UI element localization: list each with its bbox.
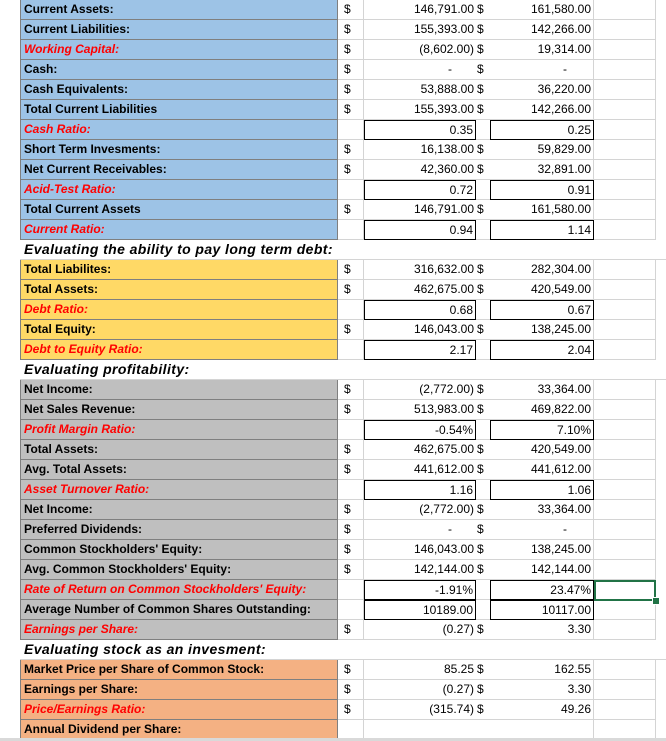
empty-cell[interactable] <box>594 180 656 200</box>
spreadsheet-row <box>0 620 666 640</box>
currency-cell[interactable]: $ <box>338 440 364 460</box>
year1-value-cell[interactable]: 0.35 <box>364 120 476 140</box>
currency-cell[interactable]: $ <box>476 40 490 60</box>
year2-value-cell[interactable]: 142,266.00 <box>490 20 594 40</box>
empty-cell[interactable] <box>594 680 656 700</box>
currency-cell[interactable]: $ <box>338 20 364 40</box>
label-cell[interactable]: Current Liabilities: <box>20 20 338 40</box>
year1-value-cell[interactable]: 513,983.00 <box>364 400 476 420</box>
year2-value-cell[interactable]: 3.30 <box>490 680 594 700</box>
currency-cell[interactable]: $ <box>476 160 490 180</box>
empty-cell[interactable] <box>594 540 656 560</box>
spreadsheet-row <box>0 120 666 140</box>
year1-value-cell[interactable]: 155,393.00 <box>364 20 476 40</box>
currency-cell[interactable] <box>338 300 364 320</box>
currency-cell[interactable] <box>338 720 364 740</box>
year2-value-cell[interactable]: 32,891.00 <box>490 160 594 180</box>
empty-cell[interactable] <box>594 160 656 180</box>
year1-value-cell[interactable]: -1.91% <box>364 580 476 600</box>
year2-value-cell[interactable]: 142,266.00 <box>490 100 594 120</box>
year1-value-cell[interactable]: -0.54% <box>364 420 476 440</box>
empty-cell[interactable] <box>594 720 656 740</box>
empty-cell[interactable] <box>594 260 656 280</box>
currency-cell[interactable]: $ <box>476 20 490 40</box>
label-cell[interactable]: Avg. Common Stockholders' Equity: <box>20 560 338 580</box>
currency-cell[interactable]: $ <box>338 60 364 80</box>
currency-cell[interactable]: $ <box>476 80 490 100</box>
year1-value-cell[interactable] <box>364 720 476 740</box>
empty-cell[interactable] <box>594 300 656 320</box>
empty-cell[interactable] <box>594 60 656 80</box>
year2-value-cell[interactable]: - <box>490 60 594 80</box>
label-cell[interactable]: Total Liabilites: <box>20 260 338 280</box>
year2-value-cell[interactable]: 3.30 <box>490 620 594 640</box>
currency-cell[interactable]: $ <box>338 540 364 560</box>
label-cell[interactable]: Short Term Invesments: <box>20 140 338 160</box>
empty-cell[interactable] <box>594 80 656 100</box>
currency-cell[interactable]: $ <box>476 260 490 280</box>
currency-cell[interactable] <box>338 580 364 600</box>
year1-value-cell[interactable]: 155,393.00 <box>364 100 476 120</box>
year1-value-cell[interactable]: (2,772.00) <box>364 500 476 520</box>
spreadsheet-row <box>0 380 666 400</box>
currency-cell[interactable]: $ <box>338 280 364 300</box>
year2-value-cell[interactable]: 0.25 <box>490 120 594 140</box>
spreadsheet-row <box>0 260 666 280</box>
spreadsheet-row <box>0 500 666 520</box>
currency-cell[interactable]: $ <box>476 100 490 120</box>
spreadsheet-row <box>0 80 666 100</box>
label-cell[interactable]: Total Current Liabilities <box>20 100 338 120</box>
label-cell[interactable]: Common Stockholders' Equity: <box>20 540 338 560</box>
currency-cell[interactable]: $ <box>338 680 364 700</box>
year1-value-cell[interactable]: 0.72 <box>364 180 476 200</box>
label-cell[interactable]: Preferred Dividends: <box>20 520 338 540</box>
spreadsheet-row <box>0 400 666 420</box>
label-cell[interactable]: Current Assets: <box>20 0 338 20</box>
year2-value-cell[interactable]: 161,580.00 <box>490 0 594 20</box>
year1-value-cell[interactable]: (0.27) <box>364 680 476 700</box>
currency-cell[interactable]: $ <box>476 400 490 420</box>
currency-cell[interactable] <box>338 120 364 140</box>
currency-cell[interactable] <box>476 420 490 440</box>
empty-cell[interactable] <box>594 120 656 140</box>
year1-value-cell[interactable]: 42,360.00 <box>364 160 476 180</box>
label-cell[interactable]: Net Sales Revenue: <box>20 400 338 420</box>
currency-cell[interactable] <box>476 300 490 320</box>
year2-value-cell[interactable]: 7.10% <box>490 420 594 440</box>
empty-cell[interactable] <box>594 620 656 640</box>
currency-cell[interactable] <box>476 580 490 600</box>
empty-cell[interactable] <box>594 420 656 440</box>
empty-cell[interactable] <box>594 20 656 40</box>
currency-cell[interactable]: $ <box>476 280 490 300</box>
fill-handle[interactable] <box>652 597 660 605</box>
year1-value-cell[interactable]: 316,632.00 <box>364 260 476 280</box>
year1-value-cell[interactable]: 85.25 <box>364 660 476 680</box>
ratio-label-cell[interactable]: Asset Turnover Ratio: <box>20 480 338 500</box>
currency-cell[interactable] <box>338 180 364 200</box>
currency-cell[interactable]: $ <box>338 200 364 220</box>
label-cell[interactable]: Net Income: <box>20 380 338 400</box>
year2-value-cell[interactable]: 2.04 <box>490 340 594 360</box>
currency-cell[interactable]: $ <box>476 200 490 220</box>
spreadsheet-row <box>0 0 666 20</box>
year2-value-cell[interactable]: 161,580.00 <box>490 200 594 220</box>
ratio-label-cell[interactable]: Rate of Return on Common Stockholders' Equity: <box>20 580 338 600</box>
empty-cell[interactable] <box>594 460 656 480</box>
year2-value-cell[interactable]: 33,364.00 <box>490 380 594 400</box>
ratio-label-cell[interactable]: Earnings per Share: <box>20 620 338 640</box>
year1-value-cell[interactable]: (8,602.00) <box>364 40 476 60</box>
spreadsheet-row <box>0 480 666 500</box>
year2-value-cell[interactable]: 1.06 <box>490 480 594 500</box>
spreadsheet-row <box>0 160 666 180</box>
year1-value-cell[interactable]: 0.94 <box>364 220 476 240</box>
currency-cell[interactable]: $ <box>338 320 364 340</box>
currency-cell[interactable] <box>338 600 364 620</box>
spreadsheet-row <box>0 140 666 160</box>
empty-cell[interactable] <box>594 480 656 500</box>
year2-value-cell[interactable]: 138,245.00 <box>490 320 594 340</box>
currency-cell[interactable]: $ <box>338 660 364 680</box>
label-cell[interactable]: Annual Dividend per Share: <box>20 720 338 740</box>
spreadsheet-row <box>0 460 666 480</box>
currency-cell[interactable]: $ <box>338 100 364 120</box>
label-cell[interactable]: Avg. Total Assets: <box>20 460 338 480</box>
currency-cell[interactable]: $ <box>476 140 490 160</box>
ratio-label-cell[interactable]: Cash Ratio: <box>20 120 338 140</box>
year1-value-cell[interactable]: 2.17 <box>364 340 476 360</box>
currency-cell[interactable] <box>338 420 364 440</box>
year1-value-cell[interactable]: 10189.00 <box>364 600 476 620</box>
currency-cell[interactable]: $ <box>338 460 364 480</box>
currency-cell[interactable]: $ <box>476 660 490 680</box>
empty-cell[interactable] <box>594 340 656 360</box>
year2-value-cell[interactable]: 441,612.00 <box>490 460 594 480</box>
year2-value-cell[interactable]: 19,314.00 <box>490 40 594 60</box>
currency-cell[interactable]: $ <box>338 140 364 160</box>
year2-value-cell[interactable]: 420,549.00 <box>490 280 594 300</box>
spreadsheet-row <box>0 280 666 300</box>
spreadsheet-row <box>0 680 666 700</box>
empty-cell[interactable] <box>594 200 656 220</box>
spreadsheet-row <box>0 40 666 60</box>
year1-value-cell[interactable]: (0.27) <box>364 620 476 640</box>
currency-cell[interactable]: $ <box>476 460 490 480</box>
empty-cell[interactable] <box>594 280 656 300</box>
year1-value-cell[interactable]: 146,791.00 <box>364 200 476 220</box>
spreadsheet-row <box>0 180 666 200</box>
section-heading[interactable]: Evaluating stock as an invesment: <box>20 640 666 660</box>
currency-cell[interactable]: $ <box>476 60 490 80</box>
year2-value-cell[interactable]: 33,364.00 <box>490 500 594 520</box>
empty-cell[interactable] <box>594 220 656 240</box>
currency-cell[interactable]: $ <box>476 0 490 20</box>
label-cell[interactable]: Average Number of Common Shares Outstanding: <box>20 600 338 620</box>
empty-cell[interactable] <box>594 600 656 620</box>
empty-cell[interactable] <box>594 660 656 680</box>
section-header-row <box>0 360 666 380</box>
empty-cell[interactable] <box>594 520 656 540</box>
empty-cell[interactable] <box>594 100 656 120</box>
label-cell[interactable]: Net Income: <box>20 500 338 520</box>
spreadsheet-row <box>0 320 666 340</box>
section-header-row <box>0 240 666 260</box>
spreadsheet-row <box>0 720 666 740</box>
label-cell[interactable]: Earnings per Share: <box>20 680 338 700</box>
year2-value-cell[interactable]: 0.67 <box>490 300 594 320</box>
currency-cell[interactable]: $ <box>476 500 490 520</box>
currency-cell[interactable]: $ <box>338 560 364 580</box>
spreadsheet-row <box>0 420 666 440</box>
spreadsheet-row <box>0 440 666 460</box>
label-cell[interactable]: Total Equity: <box>20 320 338 340</box>
selected-cell-outline[interactable] <box>594 580 656 601</box>
year2-value-cell[interactable]: 469,822.00 <box>490 400 594 420</box>
currency-cell[interactable]: $ <box>476 520 490 540</box>
currency-cell[interactable] <box>338 220 364 240</box>
currency-cell[interactable]: $ <box>476 320 490 340</box>
spreadsheet-row <box>0 100 666 120</box>
ratio-label-cell[interactable]: Acid-Test Ratio: <box>20 180 338 200</box>
empty-cell[interactable] <box>594 380 656 400</box>
year2-value-cell[interactable]: 138,245.00 <box>490 540 594 560</box>
spreadsheet-row <box>0 700 666 720</box>
spreadsheet-row <box>0 340 666 360</box>
year1-value-cell[interactable]: 441,612.00 <box>364 460 476 480</box>
ratio-label-cell[interactable]: Price/Earnings Ratio: <box>20 700 338 720</box>
year2-value-cell[interactable]: 0.91 <box>490 180 594 200</box>
currency-cell[interactable]: $ <box>338 620 364 640</box>
currency-cell[interactable]: $ <box>338 380 364 400</box>
empty-cell[interactable] <box>594 140 656 160</box>
empty-cell[interactable] <box>594 320 656 340</box>
year1-value-cell[interactable]: 1.16 <box>364 480 476 500</box>
year2-value-cell[interactable]: 1.14 <box>490 220 594 240</box>
spreadsheet-row <box>0 60 666 80</box>
empty-cell[interactable] <box>594 440 656 460</box>
currency-cell[interactable]: $ <box>476 540 490 560</box>
currency-cell[interactable]: $ <box>476 620 490 640</box>
year2-value-cell[interactable]: 36,220.00 <box>490 80 594 100</box>
currency-cell[interactable] <box>476 480 490 500</box>
empty-cell[interactable] <box>594 0 656 20</box>
currency-cell[interactable]: $ <box>476 380 490 400</box>
currency-cell[interactable] <box>338 340 364 360</box>
currency-cell[interactable] <box>476 600 490 620</box>
ratio-label-cell[interactable]: Working Capital: <box>20 40 338 60</box>
ratio-label-cell[interactable]: Debt Ratio: <box>20 300 338 320</box>
currency-cell[interactable]: $ <box>338 400 364 420</box>
currency-cell[interactable] <box>476 120 490 140</box>
year2-value-cell[interactable]: 10117.00 <box>490 600 594 620</box>
spreadsheet-row <box>0 560 666 580</box>
currency-cell[interactable]: $ <box>338 40 364 60</box>
year1-value-cell[interactable]: - <box>364 60 476 80</box>
year2-value-cell[interactable]: 49.26 <box>490 700 594 720</box>
year2-value-cell[interactable]: 59,829.00 <box>490 140 594 160</box>
currency-cell[interactable]: $ <box>476 560 490 580</box>
empty-cell[interactable] <box>594 560 656 580</box>
currency-cell[interactable]: $ <box>338 500 364 520</box>
ratio-label-cell[interactable]: Current Ratio: <box>20 220 338 240</box>
year1-value-cell[interactable]: 146,043.00 <box>364 540 476 560</box>
currency-cell[interactable]: $ <box>338 700 364 720</box>
year1-value-cell[interactable]: (315.74) <box>364 700 476 720</box>
spreadsheet-row <box>0 220 666 240</box>
spreadsheet-row <box>0 580 666 600</box>
year2-value-cell[interactable]: 420,549.00 <box>490 440 594 460</box>
empty-cell[interactable] <box>594 500 656 520</box>
empty-cell[interactable] <box>594 700 656 720</box>
spreadsheet-row <box>0 300 666 320</box>
currency-cell[interactable]: $ <box>338 160 364 180</box>
section-heading[interactable]: Evaluating the ability to pay long term debt: <box>20 240 666 260</box>
year1-value-cell[interactable]: 462,675.00 <box>364 280 476 300</box>
empty-cell[interactable] <box>594 40 656 60</box>
year1-value-cell[interactable]: 146,791.00 <box>364 0 476 20</box>
currency-cell[interactable]: $ <box>338 520 364 540</box>
year1-value-cell[interactable]: - <box>364 520 476 540</box>
label-cell[interactable]: Total Assets: <box>20 440 338 460</box>
currency-cell[interactable]: $ <box>476 700 490 720</box>
currency-cell[interactable]: $ <box>476 440 490 460</box>
year1-value-cell[interactable]: 0.68 <box>364 300 476 320</box>
currency-cell[interactable]: $ <box>476 680 490 700</box>
year2-value-cell[interactable]: 23.47% <box>490 580 594 600</box>
section-heading[interactable]: Evaluating profitability: <box>20 360 666 380</box>
currency-cell[interactable] <box>476 720 490 740</box>
label-cell[interactable]: Cash: <box>20 60 338 80</box>
currency-cell[interactable] <box>476 180 490 200</box>
year1-value-cell[interactable]: 16,138.00 <box>364 140 476 160</box>
year2-value-cell[interactable]: 162.55 <box>490 660 594 680</box>
spreadsheet-row <box>0 540 666 560</box>
currency-cell[interactable] <box>476 220 490 240</box>
year1-value-cell[interactable]: 146,043.00 <box>364 320 476 340</box>
label-cell[interactable]: Cash Equivalents: <box>20 80 338 100</box>
currency-cell[interactable]: $ <box>338 0 364 20</box>
empty-cell[interactable] <box>594 400 656 420</box>
year2-value-cell[interactable]: 142,144.00 <box>490 560 594 580</box>
spreadsheet-row <box>0 600 666 620</box>
year1-value-cell[interactable]: 142,144.00 <box>364 560 476 580</box>
label-cell[interactable]: Total Current Assets <box>20 200 338 220</box>
spreadsheet-row <box>0 660 666 680</box>
year1-value-cell[interactable]: (2,772.00) <box>364 380 476 400</box>
year1-value-cell[interactable]: 53,888.00 <box>364 80 476 100</box>
spreadsheet-row <box>0 20 666 40</box>
year2-value-cell[interactable]: - <box>490 520 594 540</box>
label-cell[interactable]: Total Assets: <box>20 280 338 300</box>
spreadsheet-row <box>0 200 666 220</box>
ratio-label-cell[interactable]: Debt to Equity Ratio: <box>20 340 338 360</box>
year1-value-cell[interactable]: 462,675.00 <box>364 440 476 460</box>
currency-cell[interactable]: $ <box>338 80 364 100</box>
label-cell[interactable]: Net Current Receivables: <box>20 160 338 180</box>
currency-cell[interactable] <box>476 340 490 360</box>
year2-value-cell[interactable] <box>490 720 594 740</box>
spreadsheet-row <box>0 520 666 540</box>
section-header-row <box>0 640 666 660</box>
currency-cell[interactable]: $ <box>338 260 364 280</box>
currency-cell[interactable] <box>338 480 364 500</box>
label-cell[interactable]: Market Price per Share of Common Stock: <box>20 660 338 680</box>
year2-value-cell[interactable]: 282,304.00 <box>490 260 594 280</box>
ratio-label-cell[interactable]: Profit Margin Ratio: <box>20 420 338 440</box>
